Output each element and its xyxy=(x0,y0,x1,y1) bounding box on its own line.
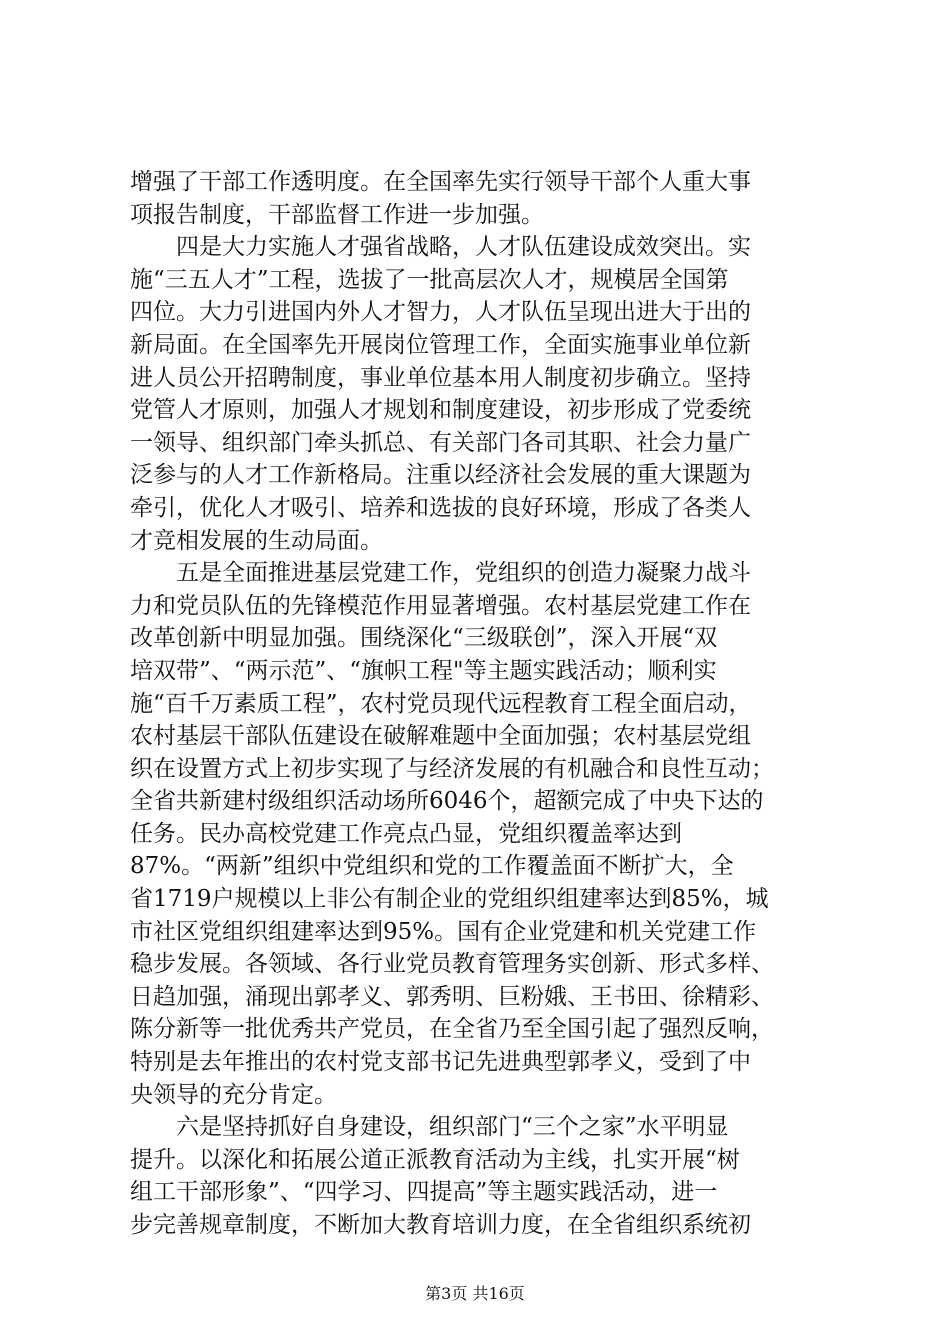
body-text xyxy=(130,166,830,1242)
text-line: 任务。民办高校党建工作亮点凸显，党组织覆盖率达到 xyxy=(130,820,682,847)
page-footer: 第3页 共16页 xyxy=(425,1284,525,1303)
text-line: 日趋加强，涌现出郭孝义、郭秀明、巨粉娥、王书田、徐精彩、 xyxy=(130,983,774,1010)
text-line: 组工干部形象”、“四学习、四提高”等主题实践活动，进一 xyxy=(130,1179,718,1206)
text-line: 织在设置方式上初步实现了与经济发展的有机融合和良性互动； xyxy=(130,755,774,782)
text-line: 陈分新等一批优秀共产党员，在全省乃至全国引起了强烈反响， xyxy=(130,1016,774,1043)
text-line: 六是坚持抓好自身建设，组织部门“三个之家”水平明显 xyxy=(130,1114,729,1141)
text-line: 步完善规章制度，不断加大教育培训力度，在全省组织系统初 xyxy=(130,1212,751,1238)
text-line: 项报告制度，干部监督工作进一步加强。 xyxy=(130,201,544,228)
text-line: 央领导的充分肯定。 xyxy=(130,1081,337,1108)
text-line: 特别是去年推出的农村党支部书记先进典型郭孝义，受到了中 xyxy=(130,1049,751,1076)
text-line: 牵引，优化人才吸引、培养和选拔的良好环境，形成了各类人 xyxy=(130,494,751,521)
text-line: 87%。“两新”组织中党组织和党的工作覆盖面不断扩大，全 xyxy=(130,853,734,880)
text-line: 施“三五人才”工程，选拔了一批高层次人才，规模居全国第 xyxy=(130,266,729,293)
text-line: 新局面。在全国率先开展岗位管理工作，全面实施事业单位新 xyxy=(130,331,751,358)
text-line: 进人员公开招聘制度，事业单位基本用人制度初步确立。坚持 xyxy=(130,364,751,391)
text-line: 改革创新中明显加强。围绕深化“三级联创”，深入开展“双 xyxy=(130,625,718,652)
text-line: 农村基层干部队伍建设在破解难题中全面加强；农村基层党组 xyxy=(130,723,751,750)
text-line: 增强了干部工作透明度。在全国率先实行领导干部个人重大事 xyxy=(130,169,751,195)
text-line: 一领导、组织部门牵头抓总、有关部门各司其职、社会力量广 xyxy=(130,429,751,456)
text-line: 力和党员队伍的先锋模范作用显著增强。农村基层党建工作在 xyxy=(130,592,751,619)
text-line: 施“百千万素质工程”，农村党员现代远程教育工程全面启动， xyxy=(130,690,752,717)
text-line: 全省共新建村级组织活动场所6046个，超额完成了中央下达的 xyxy=(130,788,764,815)
text-line: 四位。大力引进国内外人才智力，人才队伍呈现出进大于出的 xyxy=(130,299,751,326)
text-line: 泛参与的人才工作新格局。注重以经济社会发展的重大课题为 xyxy=(130,462,751,489)
text-line: 市社区党组织组建率达到95%。国有企业党建和机关党建工作 xyxy=(130,918,757,945)
text-line: 五是全面推进基层党建工作，党组织的创造力凝聚力战斗 xyxy=(130,560,751,587)
text-line: 党管人才原则，加强人才规划和制度建设，初步形成了党委统 xyxy=(130,397,751,424)
text-line: 稳步发展。各领域、各行业党员教育管理务实创新、形式多样、 xyxy=(130,951,774,978)
text-line: 培双带”、“两示范”、“旗帜工程"等主题实践活动；顺利实 xyxy=(130,657,717,684)
text-line: 省1719户规模以上非公有制企业的党组织组建率达到85%，城 xyxy=(130,886,769,913)
text-line: 才竞相发展的生动局面。 xyxy=(130,527,383,554)
text-line: 提升。以深化和拓展公道正派教育活动为主线，扎实开展“树 xyxy=(130,1146,740,1173)
text-line: 四是大力实施人才强省战略，人才队伍建设成效突出。实 xyxy=(130,234,751,261)
